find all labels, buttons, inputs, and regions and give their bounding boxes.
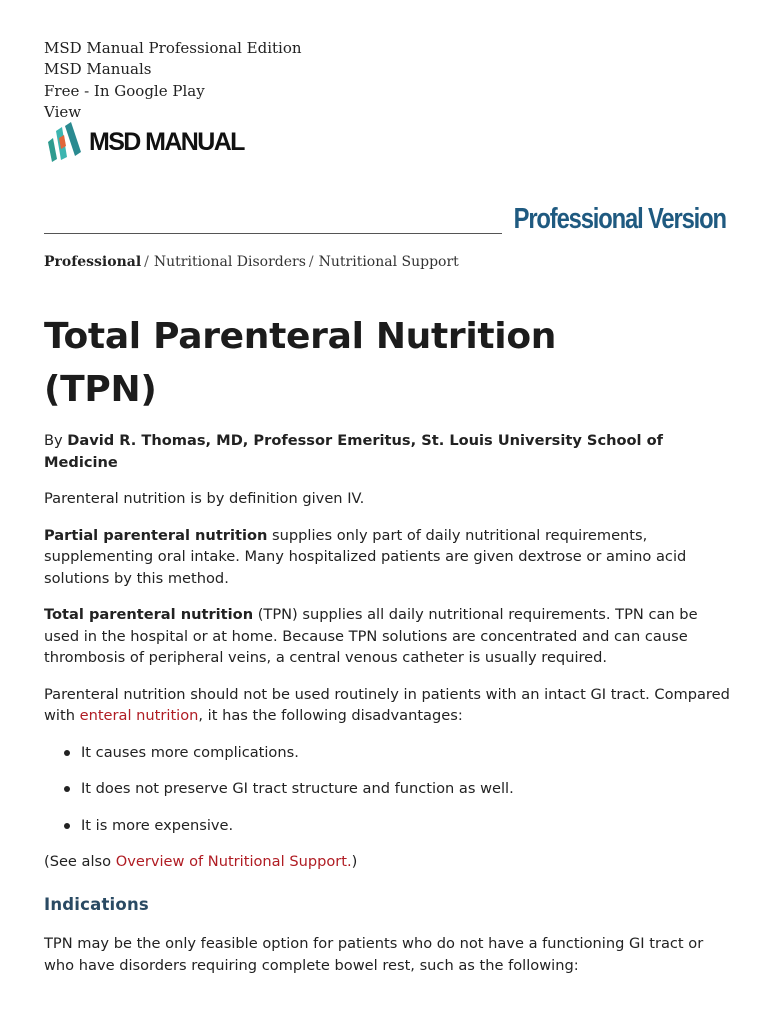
partial-pn-paragraph [44, 525, 734, 590]
list-item-text: It is more expensive. [81, 816, 234, 834]
breadcrumb-item-professional[interactable]: Professional [44, 254, 142, 270]
list-item [44, 778, 734, 800]
breadcrumb-separator: / [308, 254, 314, 270]
disadvantages-list [44, 742, 734, 837]
article-body [44, 430, 734, 976]
list-item-text: It causes more complications. [81, 743, 299, 761]
total-pn-text: (TPN) supplies all daily nutritional requirements. TPN can be used in the hospital or at home. Because TPN solutions are concentrated and can cause thrombosis of peripheral veins, a central venous catheter is usually required. [44, 606, 698, 666]
enteral-nutrition-link[interactable]: enteral nutrition [79, 707, 199, 724]
bullet-icon [64, 786, 70, 792]
breadcrumb-item-nutritional-support[interactable]: Nutritional Support [318, 254, 459, 270]
app-price: Free - In Google Play [44, 81, 205, 100]
list-item [44, 742, 734, 764]
breadcrumb [44, 254, 459, 270]
logo-text: MSD MANUAL [89, 127, 244, 156]
bullet-icon [64, 750, 70, 756]
breadcrumb-item-nutritional-disorders[interactable]: Nutritional Disorders [153, 254, 306, 270]
routine-text-before: Parenteral nutrition should not be used routinely in patients with an intact GI tract. Compared with [44, 685, 730, 724]
overview-nutritional-support-link[interactable]: Overview of Nutritional Support. [115, 853, 352, 870]
breadcrumb-separator: / [144, 254, 149, 270]
total-pn-paragraph [44, 604, 734, 669]
total-pn-term: Total parenteral nutrition [44, 606, 254, 623]
byline-prefix: By [44, 432, 63, 449]
partial-pn-text: supplies only part of daily nutritional requirements, supplementing oral intake. Many hospitalized patients are given dextrose or amino acid solutions by this method. [44, 526, 687, 587]
list-item-text: It does not preserve GI tract structure and function as well. [81, 780, 514, 797]
app-install-banner [44, 38, 302, 123]
list-item [44, 815, 734, 837]
intro-paragraph: Parenteral nutrition is by definition given IV. [44, 490, 365, 507]
indications-paragraph: TPN may be the only feasible option for patients who do not have a functioning GI tract or who have disorders requiring complete bowel rest, such as the following: [44, 935, 704, 974]
see-also-after: ) [351, 853, 358, 870]
version-label[interactable]: Professional Version [513, 203, 726, 235]
byline [44, 430, 734, 473]
app-view-link[interactable]: View [44, 102, 82, 121]
see-also-before: (See also [44, 853, 116, 870]
routine-text-after: , it has the following disadvantages: [198, 707, 463, 724]
app-publisher: MSD Manuals [44, 60, 152, 79]
section-heading-indications: Indications [44, 894, 149, 914]
site-logo[interactable] [45, 120, 244, 164]
see-also-paragraph [44, 851, 734, 873]
header-divider [44, 233, 502, 234]
msd-ribbon-logo-icon [45, 122, 81, 162]
byline-author[interactable]: David R. Thomas, MD, Professor Emeritus, St. Louis University School of Medicine [44, 432, 663, 471]
app-name: MSD Manual Professional Edition [44, 39, 302, 57]
bullet-icon [64, 823, 70, 829]
routine-use-paragraph [44, 684, 734, 727]
partial-pn-term: Partial parenteral nutrition [44, 526, 268, 544]
page-title: Total Parenteral Nutrition (TPN) [44, 316, 557, 410]
